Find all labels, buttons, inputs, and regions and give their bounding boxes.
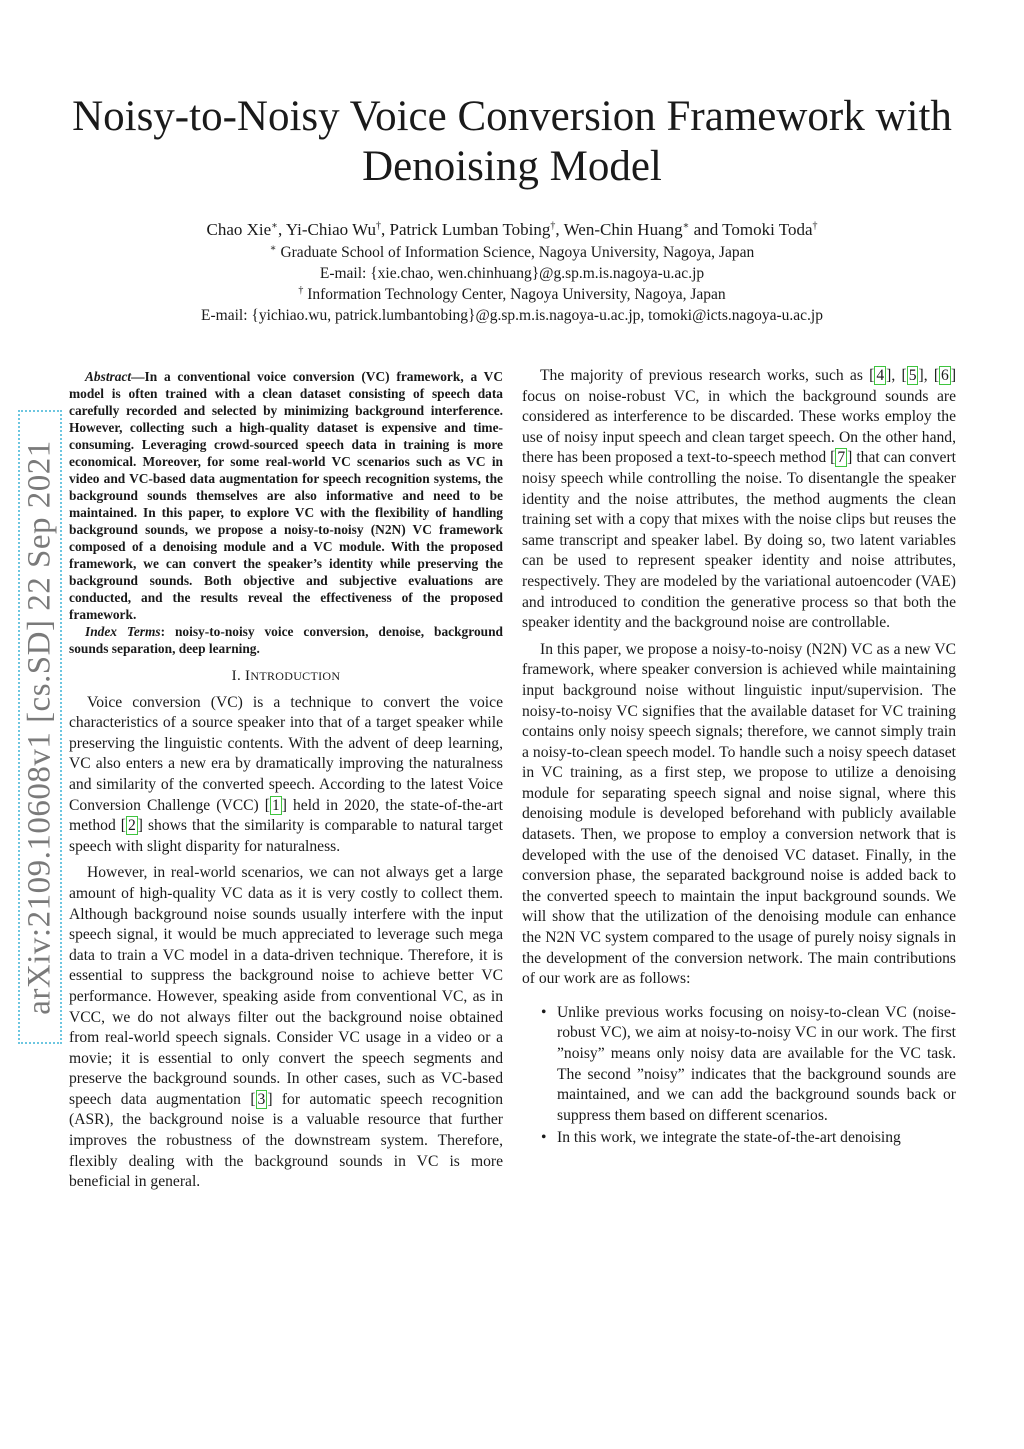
- arxiv-stamp-text: arXiv:2109.10608v1 [cs.SD] 22 Sep 2021: [21, 439, 58, 1015]
- index-terms-text: : noisy-to-noisy voice conversion, denoise, background sounds separation, deep learning.: [69, 624, 503, 656]
- citation-link[interactable]: 3: [257, 1090, 266, 1108]
- intro-paragraph-3: The majority of previous research works, such as [ 4 ], [ 5 ], [ 6 ] focus on noise-robust VC, in which the background sounds are considered as interference to be discarded. These works employ the use of noisy input speech and clean target speech. On the other hand, there has been proposed a text-to-speech method [ 7 ] that can convert noisy speech while controlling the noise. To disentangle the speaker identity and the noise attributes, the method augments the clean training set with a copy that mixes with the noise clips but reuses the same transcript and speaker label. By doing so, two latent variables can be used to represent speaker identity and noise attributes, respectively. They are modeled by the variational autoencoder (VAE) and introduced to condition the generative process so that both the speaker identity and the background noise are controllable.: [522, 367, 957, 632]
- author-list: Chao Xie∗, Yi-Chiao Wu†, Patrick Lumban Tobing†, Wen-Chin Huang∗ and Tomoki Toda†: [206, 220, 818, 239]
- author-name: and Tomoki Toda: [689, 220, 813, 239]
- author-name: , Yi-Chiao Wu: [277, 220, 376, 239]
- left-column: [69, 368, 503, 1199]
- affiliation-2: † Information Technology Center, Nagoya University, Nagoya, Japan: [298, 284, 726, 303]
- index-terms-label: Index Terms: [85, 624, 161, 639]
- intro-paragraph-1: Voice conversion (VC) is a technique to convert the voice characteristics of a source speaker into that of a target speaker while preserving the linguistic contents. With the advent of deep learning, VC also enters a new era by dramatically improving the naturalness and similarity of the converted speech. According to the latest Voice Conversion Challenge (VCC) [ 1 ] held in 2020, the state-of-the-art method [ 2 ] shows that the similarity is comparable to natural target speech with slight disparity for naturalness.: [69, 693, 504, 855]
- abstract: [69, 368, 503, 657]
- author-name: Chao Xie: [206, 220, 272, 239]
- list-item: • Unlike previous works focusing on noisy-to-clean VC (noise-robust VC), we aim at noisy-to-noisy VC in our work. The first ”noisy” means only noisy data are available for the VC task. The second ”noisy” indicates that the background sounds are maintained, and we can add the background sounds back or suppress them based on different scenarios.: [557, 1003, 956, 1127]
- author-name: , Wen-Chin Huang: [555, 220, 683, 239]
- title-line-2: Denoising Model: [362, 143, 662, 190]
- citation-link[interactable]: 6: [941, 367, 949, 384]
- abstract-text: —In a conventional voice conversion (VC) framework, a VC model is often trained with a clean dataset consisting of speech data carefully recorded and selected by minimizing background interference. However, collecting such a high-quality dataset is expensive and time-consuming. Leveraging crowd-sourced speech data in training is more economical. Moreover, for some real-world VC scenarios such as VC in video and VC-based data augmentation for speech recognition systems, the background sounds themselves are also informative and need to be maintained. In this paper, to explore VC with the flexibility of handling background sounds, we propose a noisy-to-noisy (N2N) VC framework composed of a denoising module and a VC module. With the proposed framework, we can convert the speaker’s identity while preserving the background sounds. Both objective and subjective evaluations are conducted, and the results reveal the effectiveness of the proposed framework.: [69, 369, 503, 622]
- citation-link[interactable]: 7: [837, 449, 846, 467]
- author-name: , Patrick Lumban Tobing: [380, 220, 551, 239]
- intro-paragraph-4: In this paper, we propose a noisy-to-noisy (N2N) VC as a new VC framework, where speaker conversion is achieved while maintaining input background noise without linguistic input/supervision. The noisy-to-noisy VC signifies that the available dataset for VC training contains only noisy speech signals; therefore, we cannot simply train a noisy-to-clean speech model. To handle such a noisy speech dataset in VC training, as a first step, we propose to utilize a denoising module for separating speech signal and noise signal, where this denoising module is developed beforehand with publicly available datasets. Then, we propose to employ a conversion network that is developed with the use of the denoised VC dataset. Finally, in the conversion phase, the separated background noise is added back to the converted speech to maintain the input background sounds. We will show that the utilization of the denoising module can enhance the N2N VC system compared to the usage of purely noisy signals in the development of the conversion network. The main contributions of our work are as follows:: [522, 640, 956, 988]
- intro-paragraph-2: However, in real-world scenarios, we can not always get a large amount of high-quality VC data as it is very costly to collect them. Although background noise sounds usually interfere with the input speech signal, it would be much appreciated to leverage such mega data to train a VC model in a data-driven technique. Therefore, it is essential to suppress the background noise to achieve better VC performance. However, speaking aside from conventional VC, as in VCC, we do not always filter out the background noise obtained from real-world speech signals. Consider VC usage in a video or a movie; it is essential to only convert the speech segments and preserve the background sounds. In other cases, such as VC-based speech data augmentation [ 3 ] for automatic speech recognition (ASR), the background noise is a valuable resource that further improves the robustness of the downstream system. Therefore, flexibly dealing with the background sounds in VC is more beneficial in general.: [69, 864, 503, 1191]
- citation-link[interactable]: 1: [271, 796, 280, 814]
- citation-link[interactable]: 5: [908, 367, 917, 384]
- arxiv-stamp[interactable]: [18, 410, 62, 1044]
- paper-title: [0, 92, 1024, 192]
- title-line-1: Noisy-to-Noisy Voice Conversion Framework with: [72, 93, 952, 140]
- right-column: [522, 366, 956, 1151]
- list-item: • In this work, we integrate the state-of-the-art denoising: [557, 1128, 956, 1149]
- section-heading-introduction: I. INTRODUCTION: [231, 668, 341, 684]
- affiliation-1: ∗ Graduate School of Information Science, Nagoya University, Nagoya, Japan: [269, 242, 755, 261]
- email-2: E-mail: {yichiao.wu, patrick.lumbantobing}@g.sp.m.is.nagoya-u.ac.jp, tomoki@icts.nagoya-u.ac.jp: [201, 307, 823, 324]
- citation-link[interactable]: 2: [127, 817, 136, 835]
- contribution-list: [522, 1003, 956, 1149]
- citation-link[interactable]: 4: [876, 367, 885, 384]
- abstract-label: Abstract: [85, 369, 132, 384]
- email-1: E-mail: {xie.chao, wen.chinhuang}@g.sp.m.is.nagoya-u.ac.jp: [319, 265, 705, 282]
